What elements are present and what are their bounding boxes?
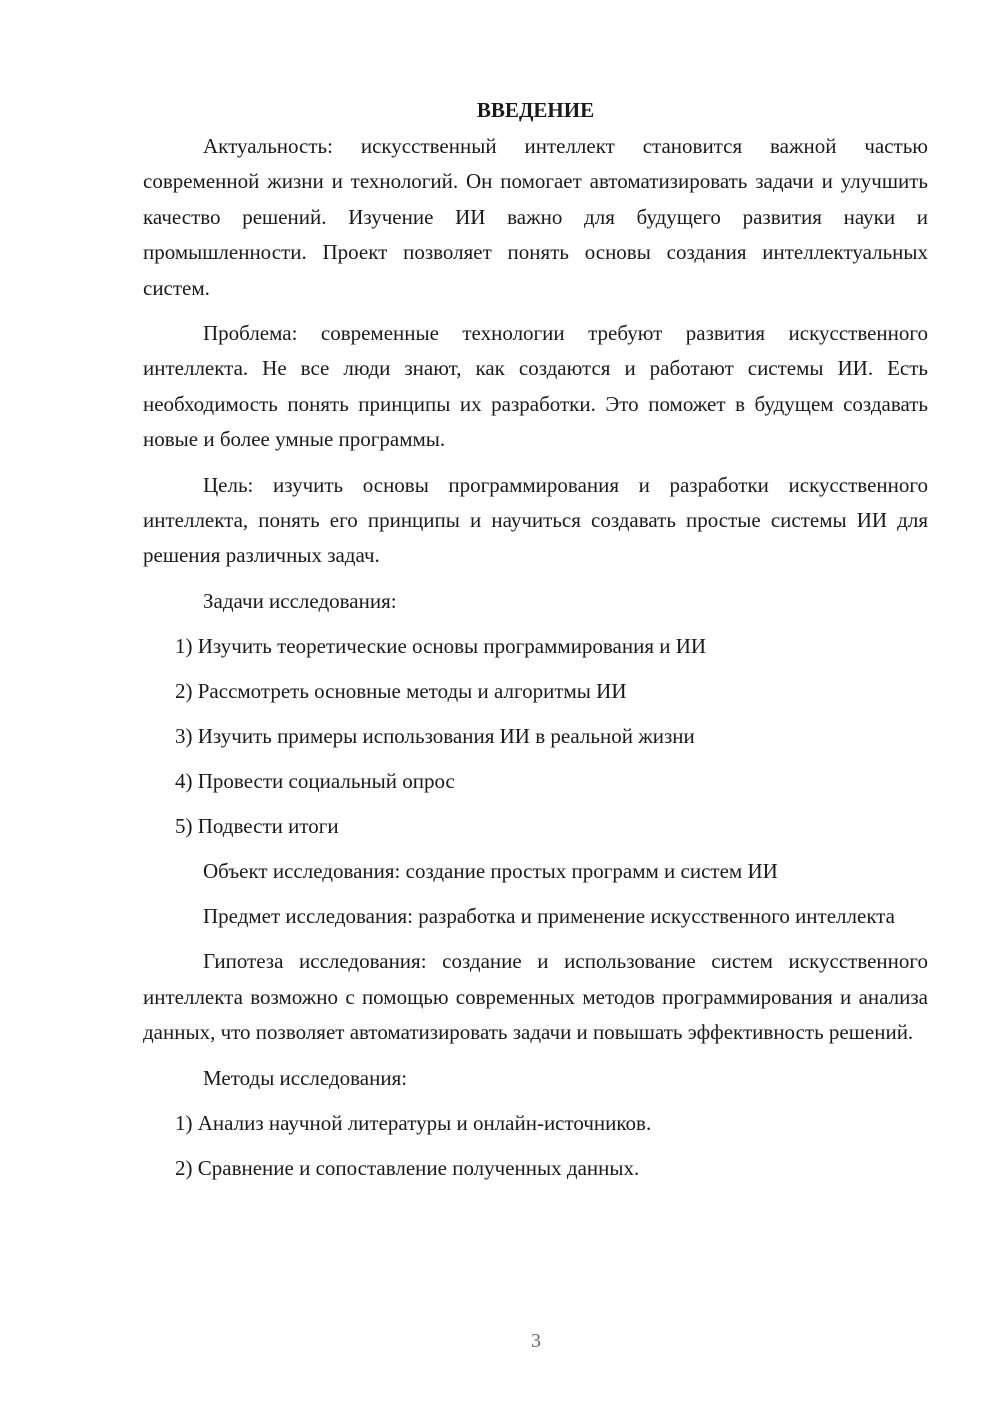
subject-paragraph: Предмет исследования: разработка и применение искусственного интеллекта (203, 903, 896, 928)
task-item: 2) Рассмотреть основные методы и алгоритмы ИИ (175, 678, 627, 703)
problem-paragraph: Проблема: современные технологии требуют развития искусственного интеллекта. Не все люди знают, как создаются и работают системы ИИ. Есть необходимость понять принципы их разработки. Это поможет в будущем создавать новые и более умные программы. (143, 321, 928, 452)
method-item: 2) Сравнение и сопоставление полученных данных. (175, 1155, 640, 1180)
task-item: 3) Изучить примеры использования ИИ в реальной жизни (175, 723, 695, 748)
task-item: 1) Изучить теоретические основы программирования и ИИ (175, 633, 707, 658)
methods-heading: Методы исследования: (203, 1065, 408, 1090)
task-item: 5) Подвести итоги (175, 813, 339, 838)
object-line: Объект исследования: создание простых программ и систем ИИ (203, 858, 778, 883)
document-title: ВВЕДЕНИЕ (476, 98, 595, 122)
relevance-paragraph: Актуальность: искусственный интеллект становится важной частью современной жизни и технологий. Он помогает автоматизировать задачи и улучшить качество решений. Изучение ИИ важно для будущего развития науки и промышленности. Проект позволяет понять основы создания интеллектуальных систем. (143, 134, 928, 300)
document-page (143, 93, 928, 1196)
goal-paragraph: Цель: изучить основы программирования и разработки искусственного интеллекта, понять его принципы и научиться создавать простые системы ИИ для решения различных задач. (143, 472, 928, 568)
tasks-heading: Задачи исследования: (203, 588, 397, 613)
method-item: 1) Анализ научной литературы и онлайн-источников. (175, 1110, 652, 1135)
page-number: 3 (531, 1330, 541, 1352)
hypothesis-paragraph: Гипотеза исследования: создание и использование систем искусственного интеллекта возможно с помощью современных методов программирования и анализа данных, что позволяет автоматизировать задачи и повышать эффективность решений. (143, 949, 928, 1045)
task-item: 4) Провести социальный опрос (175, 768, 455, 793)
